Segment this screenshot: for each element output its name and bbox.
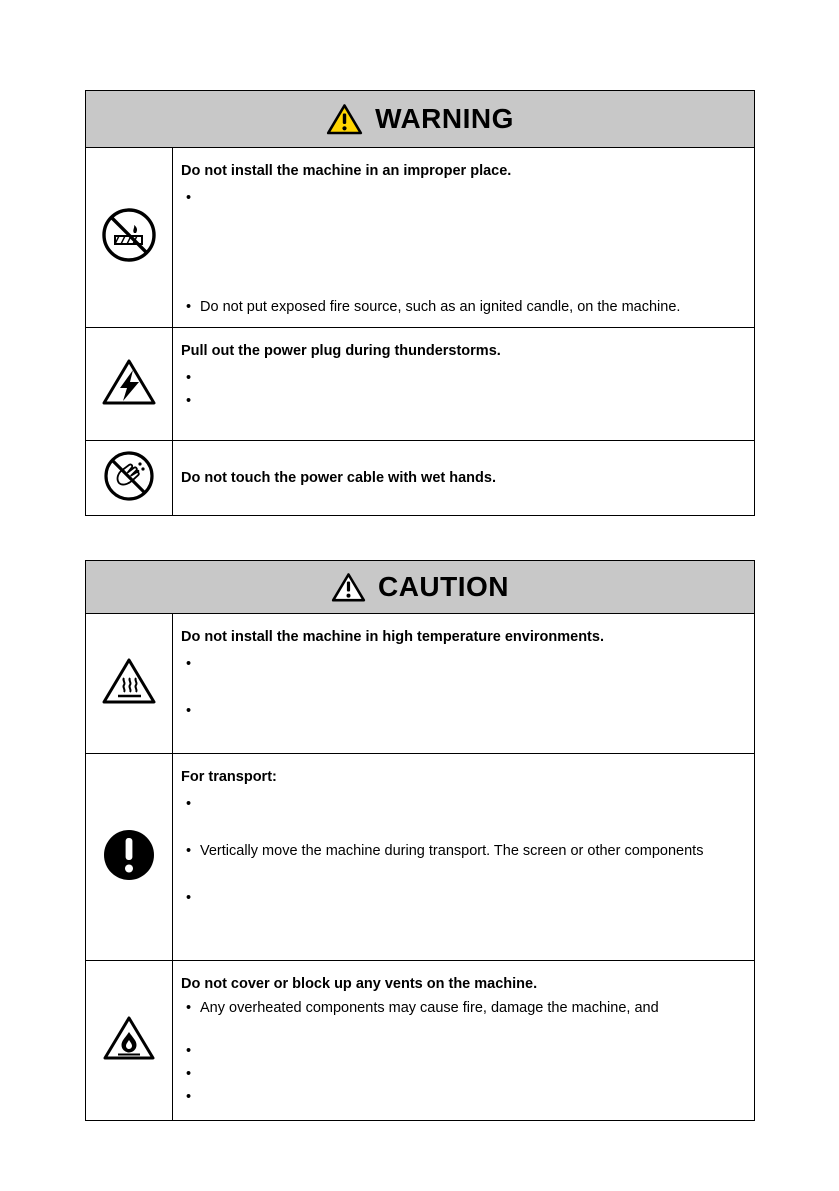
table-row [86, 613, 754, 753]
bullet-item [181, 188, 748, 209]
row-title: Do not cover or block up any vents on the machine. [181, 976, 538, 992]
caution-triangle-icon [331, 572, 366, 603]
row-title: Pull out the power plug during thunderstorms. [181, 343, 501, 359]
row-title: Do not touch the power cable with wet hands. [181, 469, 496, 486]
bullet-item [181, 888, 748, 909]
bullet-item [181, 701, 748, 722]
warning-header [86, 91, 754, 147]
table-row [86, 753, 754, 960]
lightning-triangle-icon [100, 357, 158, 412]
bullet-item: • Vertically move the machine during transport. The screen or other components [181, 841, 748, 862]
caution-table [85, 560, 755, 1121]
bullet-item: • Any overheated components may cause fire, damage the machine, and [181, 998, 748, 1019]
warning-title: WARNING [375, 103, 514, 134]
bullet-item [181, 654, 748, 675]
row-title: For transport: [181, 769, 277, 785]
table-row [86, 147, 754, 327]
mandatory-exclamation-icon [103, 829, 155, 886]
hot-surface-triangle-icon [100, 656, 158, 711]
bullet-item: • Do not put exposed fire source, such as an ignited candle, on the machine. [181, 297, 748, 318]
prohibition-fire-surface-icon [100, 206, 158, 269]
warning-table [85, 90, 755, 516]
row-title: Do not install the machine in high temperature environments. [181, 629, 604, 645]
bullet-item [181, 368, 748, 389]
bullet-item [181, 1087, 748, 1108]
caution-header [86, 561, 754, 613]
table-row [86, 327, 754, 440]
bullet-item [181, 1041, 748, 1062]
flammable-triangle-icon [101, 1014, 157, 1067]
table-row [86, 960, 754, 1120]
bullet-item [181, 1064, 748, 1085]
bullet-item [181, 794, 748, 815]
table-row [86, 440, 754, 515]
row-title: Do not install the machine in an improper place. [181, 163, 512, 179]
caution-title: CAUTION [377, 571, 510, 602]
warning-triangle-icon [326, 103, 363, 136]
bullet-item [181, 391, 748, 412]
prohibition-wet-hands-icon [102, 449, 156, 508]
